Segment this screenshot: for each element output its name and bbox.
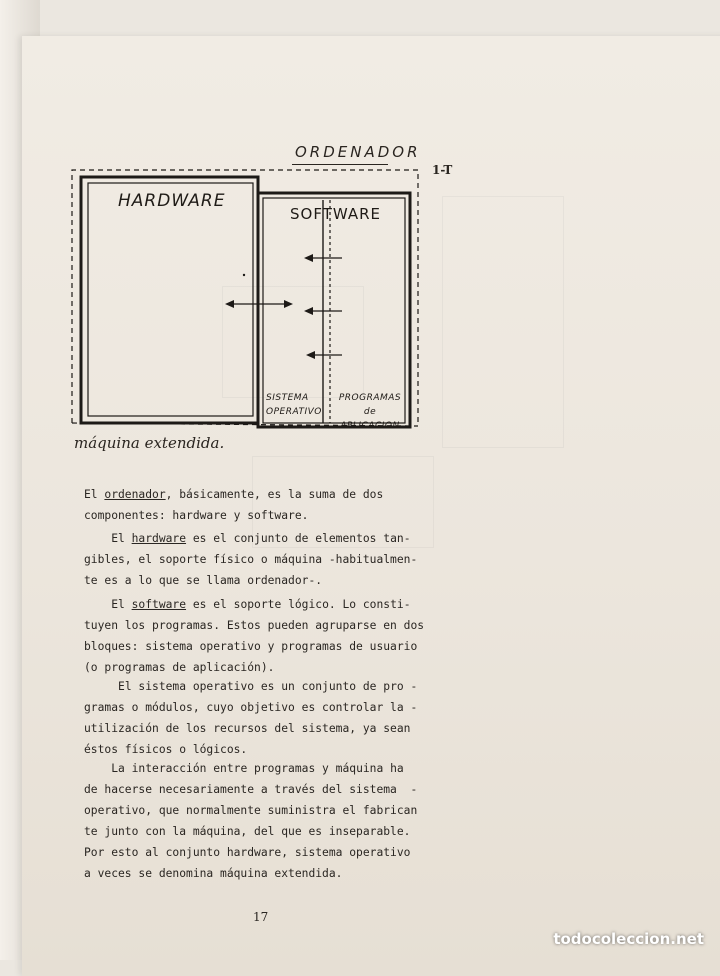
arrowhead-left	[225, 300, 234, 308]
extended-machine-label: máquina extendida.	[74, 434, 225, 452]
arrowhead-os-1	[304, 254, 313, 262]
ink-dot	[243, 274, 245, 276]
page-title: ORDENADOR	[295, 143, 421, 161]
apps-label: PROGRAMAS de APLICACION	[338, 393, 402, 431]
page-number: 17	[253, 910, 269, 924]
slide-code: 1-T	[432, 163, 453, 177]
paragraph-5: La interacción entre programas y máquina ha de hacerse necesariamente a través del sistema - operativo, que normalmente suministra el fabrican te junto con la máquina, del que es inseparable. Por esto al conjunto hardware, sistema operativo a veces se denomina máquina extendida.	[84, 762, 418, 880]
os-label: SISTEMA OPERATIVO	[266, 393, 322, 417]
arrowhead-os-3	[306, 351, 315, 359]
arrowhead-os-2	[304, 307, 313, 315]
arrowhead-right	[284, 300, 293, 308]
paragraph-1: El ordenador, básicamente, es la suma de dos componentes: hardware y software.	[84, 488, 384, 522]
paragraph-2: El hardware es el conjunto de elementos tan- gibles, el soporte físico o máquina -habitualmen- te es a lo que se llama ordenador-.	[84, 532, 418, 587]
hardware-inner-box	[88, 183, 253, 416]
hardware-box	[81, 177, 258, 423]
watermark: todocoleccion.net	[553, 930, 704, 948]
paragraph-4: El sistema operativo es un conjunto de pro - gramas o módulos, cuyo objetivo es controlar la - utilización de los recursos del sistema, ya sean éstos físicos o lógicos.	[84, 680, 418, 756]
paragraph-3: El software es el soporte lógico. Lo consti- tuyen los programas. Estos pueden agruparse en dos bloques: sistema operativo y programas de usuario (o programas de aplicación).	[84, 598, 425, 674]
software-label: SOFTWARE	[290, 205, 382, 223]
hardware-label: HARDWARE	[118, 191, 226, 211]
